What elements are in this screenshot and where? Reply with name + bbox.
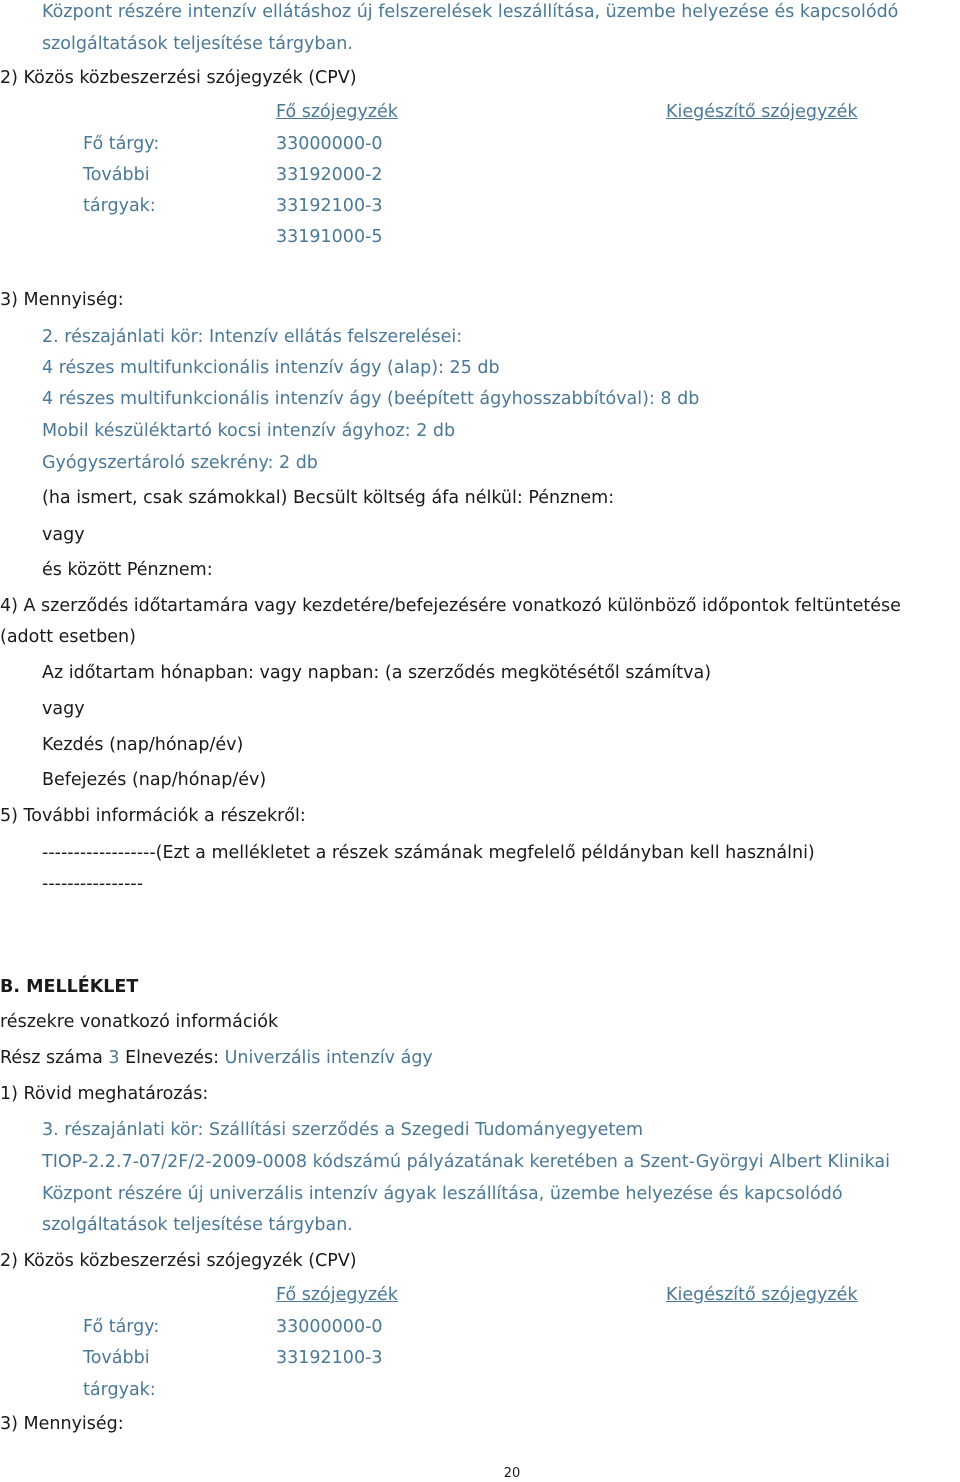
annex-cpv-supplementary-vocabulary-header: Kiegészítő szójegyzék (666, 1285, 858, 1305)
quantity-line: Gyógyszertároló szekrény: 2 db (42, 453, 318, 473)
short-description-heading: 1) Rövid meghatározás: (0, 1084, 209, 1104)
description-line-2: szolgáltatások teljesítése tárgyban. (42, 34, 353, 54)
or-text: vagy (42, 525, 85, 545)
annex-cpv-main-vocabulary-header: Fő szójegyzék (276, 1285, 398, 1305)
short-description-line: TIOP-2.2.7-07/2F/2-2009-0008 kódszámú pályázatának keretében a Szent-Györgyi Albert Klinikai (42, 1152, 891, 1172)
cpv-heading: 2) Közös közbeszerzési szójegyzék (CPV) (0, 68, 357, 88)
annex-cpv-additional-objects-label: tárgyak: (83, 1380, 156, 1400)
between-currency-line: és között Pénznem: (42, 560, 213, 580)
part-info-line (0, 1047, 433, 1069)
duration-months-line: Az időtartam hónapban: vagy napban: (a szerződés megkötésétől számítva) (42, 663, 712, 683)
cpv-main-object-value: 33000000-0 (276, 134, 383, 154)
additional-info-heading: 5) További információk a részekről: (0, 806, 306, 826)
quantity-line: 4 részes multifunkcionális intenzív ágy (alap): 25 db (42, 358, 500, 378)
annex-cpv-main-object-value: 33000000-0 (276, 1317, 383, 1337)
part-number-value: 3 (108, 1048, 120, 1068)
annex-cpv-additional-value: 33192100-3 (276, 1348, 383, 1368)
quantity-line: Mobil készüléktartó kocsi intenzív ágyhoz: 2 db (42, 421, 456, 441)
quantity-line: 4 részes multifunkcionális intenzív ágy (beépített ágyhosszabbítóval): 8 db (42, 389, 700, 409)
part-name-value: Univerzális intenzív ágy (224, 1048, 433, 1068)
annex-subtitle: részekre vonatkozó információk (0, 1012, 279, 1032)
cpv-main-vocabulary-header: Fő szójegyzék (276, 102, 398, 122)
quantity-line: 2. részajánlati kör: Intenzív ellátás felszerelései: (42, 327, 463, 347)
short-description-line: szolgáltatások teljesítése tárgyban. (42, 1215, 353, 1235)
cpv-additional-objects-label: További (83, 165, 150, 185)
end-date-line: Befejezés (nap/hónap/év) (42, 770, 267, 790)
duration-heading-continued: (adott esetben) (0, 627, 136, 647)
cpv-additional-objects-label: tárgyak: (83, 196, 156, 216)
cpv-additional-value: 33192100-3 (276, 196, 383, 216)
short-description-line: Központ részére új univerzális intenzív ágyak leszállítása, üzembe helyezése és kapcsolódó (42, 1184, 843, 1204)
annex-quantity-heading: 3) Mennyiség: (0, 1414, 124, 1434)
duration-heading: 4) A szerződés időtartamára vagy kezdetére/befejezésére vonatkozó különböző időpontok feltüntetése (0, 596, 901, 616)
annex-cpv-heading: 2) Közös közbeszerzési szójegyzék (CPV) (0, 1251, 357, 1271)
page-number: 20 (503, 1466, 521, 1481)
annex-usage-note: ------------------(Ezt a mellékletet a részek számának megfelelő példányban kell használni) (42, 843, 815, 863)
annex-usage-note-continued: ---------------- (42, 874, 144, 894)
cpv-additional-value: 33191000-5 (276, 227, 383, 247)
part-name-label: Elnevezés: (125, 1048, 219, 1068)
quantity-heading: 3) Mennyiség: (0, 290, 124, 310)
cpv-supplementary-vocabulary-header: Kiegészítő szójegyzék (666, 102, 858, 122)
short-description-line: 3. részajánlati kör: Szállítási szerződés a Szegedi Tudományegyetem (42, 1120, 644, 1140)
annex-cpv-main-object-label: Fő tárgy: (83, 1317, 160, 1337)
annex-cpv-additional-objects-label: További (83, 1348, 150, 1368)
description-line-1: Központ részére intenzív ellátáshoz új felszerelések leszállítása, üzembe helyezése és kapcsolódó (42, 2, 899, 22)
estimated-cost-line: (ha ismert, csak számokkal) Becsült költség áfa nélkül: Pénznem: (42, 488, 615, 508)
cpv-main-object-label: Fő tárgy: (83, 134, 160, 154)
annex-title: B. MELLÉKLET (0, 977, 139, 997)
part-number-label: Rész száma (0, 1048, 103, 1068)
or-text: vagy (42, 699, 85, 719)
cpv-additional-value: 33192000-2 (276, 165, 383, 185)
start-date-line: Kezdés (nap/hónap/év) (42, 735, 244, 755)
